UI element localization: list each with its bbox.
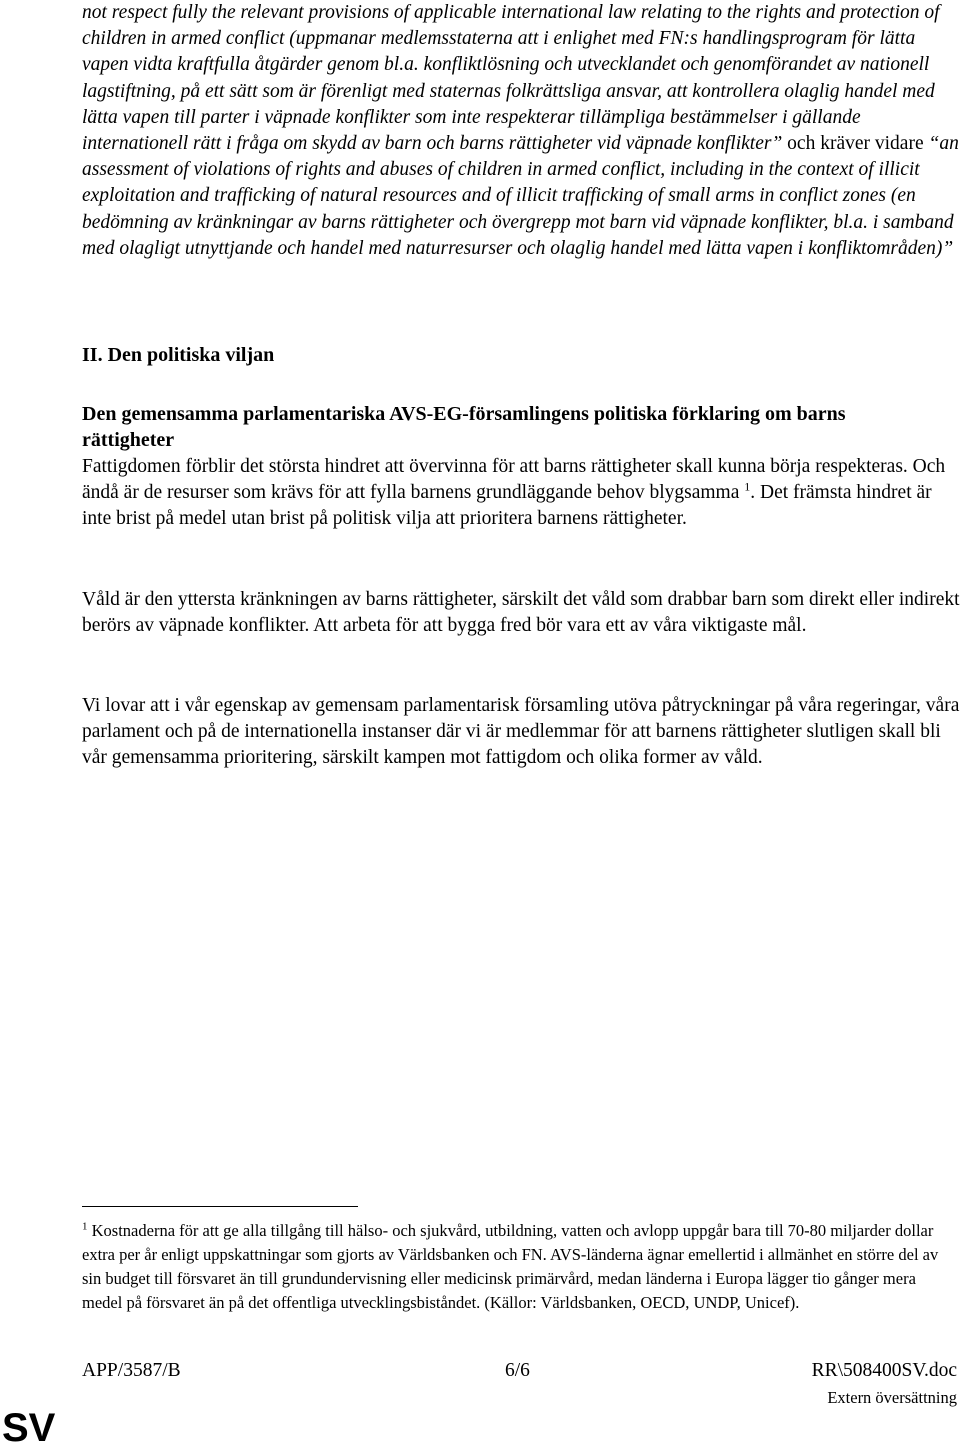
footer-translation-note: Extern översättning bbox=[827, 1388, 957, 1407]
para1-text-after: . Det främsta hindret är inte brist på medel utan brist på politisk vilja att prioritera barnens rättigheter. bbox=[82, 482, 932, 530]
body-paragraph-1 bbox=[82, 454, 960, 533]
footnote-text: Kostnaderna för att ge alla tillgång till hälso- och sjukvård, utbildning, vatten och avlopp uppgår bara till 70-80 miljarder dollar extra per år enligt uppskattningar som gjorts av Världsbanken och FN. AVS-länderna ägnar emellertid i allmänhet en större del av sin budget till försvaret än till grundundervisning eller medicinsk primärvård, medan länderna i Europa lägger tio gånger mera medel på försvaret än på det offentliga utvecklingsbiståndet. (Källor: Världsbanken, OECD, UNDP, Unicef). bbox=[82, 1221, 939, 1312]
footer-doc-code: APP/3587/B bbox=[82, 1360, 181, 1381]
footnote-marker: 1 bbox=[82, 1220, 88, 1233]
footer-doc-ref: RR\508400SV.doc bbox=[811, 1360, 957, 1381]
body-paragraph-2: Våld är den yttersta kränkningen av barns rättigheter, särskilt det våld som drabbar barn som direkt eller indirekt berörs av väpnade konflikter. Att arbeta för att bygga fred bör vara ett av våra viktigaste mål. bbox=[82, 589, 960, 637]
footnote-separator bbox=[82, 1206, 358, 1207]
declaration-title: Den gemensamma parlamentariska AVS-EG-församlingens politiska förklaring om barns rättigheter bbox=[82, 403, 846, 452]
opening-paragraph bbox=[82, 0, 960, 262]
footer-page-number: 6/6 bbox=[505, 1360, 530, 1381]
body-paragraph-3: Vi lovar att i vår egenskap av gemensam parlamentarisk församling utöva påtryckningar på våra regeringar, våra parlament och på de internationella instanser där vi är medlemmar för att barnens rättigheter slutligen skall bli vår gemensamma prioritering, särskilt kampen mot fattigdom och olika former av våld. bbox=[82, 695, 960, 769]
footnote-ref[interactable]: 1 bbox=[744, 479, 751, 494]
language-tag: SV bbox=[2, 1406, 56, 1450]
section-heading: II. Den politiska viljan bbox=[82, 344, 275, 366]
opening-quote-1: not respect fully the relevant provisions of applicable international law relating to the rights and protection of children in armed conflict (uppmanar medlemsstaterna att i enlighet med FN:s handlingsprogram för lätta vapen vidta kraftfulla åtgärder genom bl.a. konfliktlösning och utvecklandet och genomförandet av nationell lagstiftning, på ett sätt som är förenligt med staternas folkrättsliga ansvar, att kontrollera olaglig handel med lätta vapen till parter i väpnade konflikter som inte respekterar tillämpliga bestämmelser i gällande internationell rätt i fråga om skydd av barn och barns rättigheter vid väpnade konflikter” bbox=[82, 2, 940, 155]
opening-connector: och kräver vidare bbox=[782, 133, 929, 155]
opening-quote-2: “an assessment of violations of rights and abuses of children in armed conflict, including in the context of illicit exploitation and trafficking of natural resources and of illicit trafficking of small arms in conflict zones (en bedömning av kränkningar av barns rättigheter och övergrepp mot barn vid väpnade konflikter, bl.a. i samband med olagligt utnyttjande och handel med naturresurser och olaglig handel med lätta vapen i konfliktområden)” bbox=[82, 133, 959, 259]
para1-text-before: Fattigdomen förblir det största hindret att övervinna för att barns rättigheter skall kunna börja respekteras. Och ändå är de resurser som krävs för att fylla barnens grundläggande behov blygsamma bbox=[82, 456, 946, 504]
footnote bbox=[82, 1219, 952, 1315]
